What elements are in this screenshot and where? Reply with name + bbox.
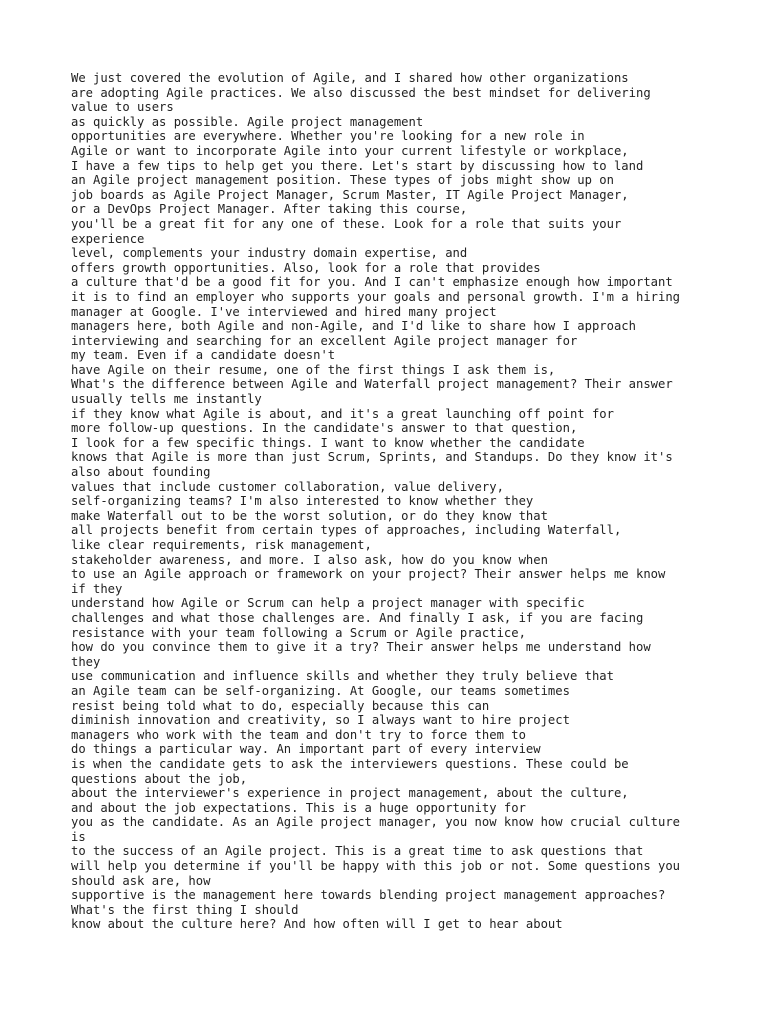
text-line: Agile or want to incorporate Agile into your current lifestyle or workplace, xyxy=(71,143,629,158)
text-line: you as the candidate. As an Agile project manager, you now know how crucial culture xyxy=(71,815,681,830)
text-line: knows that Agile is more than just Scrum, Sprints, and Standups. Do they know it's xyxy=(71,450,673,465)
text-line: have Agile on their resume, one of the first things I ask them is, xyxy=(71,362,556,377)
text-line: challenges and what those challenges are. And finally I ask, if you are facing xyxy=(71,610,644,625)
text-line: to use an Agile approach or framework on your project? Their answer helps me know xyxy=(71,567,666,582)
text-line: is xyxy=(71,829,86,844)
text-line: they xyxy=(71,654,101,669)
text-line: understand how Agile or Scrum can help a project manager with specific xyxy=(71,596,585,611)
text-line: are adopting Agile practices. We also discussed the best mindset for delivering xyxy=(71,85,651,100)
text-line: or a DevOps Project Manager. After taking this course, xyxy=(71,202,468,217)
text-line: an Agile project management position. These types of jobs might show up on xyxy=(71,173,614,188)
text-line: if they know what Agile is about, and it's a great launching off point for xyxy=(71,406,614,421)
text-line: about the interviewer's experience in project management, about the culture, xyxy=(71,786,629,801)
text-line: managers here, both Agile and non-Agile, and I'd like to share how I approach xyxy=(71,319,636,334)
text-line: questions about the job, xyxy=(71,771,248,786)
text-line: offers growth opportunities. Also, look for a role that provides xyxy=(71,260,541,275)
text-line: should ask are, how xyxy=(71,873,211,888)
text-line: What's the difference between Agile and Waterfall project management? Their answer xyxy=(71,377,673,392)
text-line: my team. Even if a candidate doesn't xyxy=(71,348,336,363)
document-body xyxy=(71,71,711,932)
text-line: supportive is the management here towards blending project management approaches? xyxy=(71,888,666,903)
text-line: diminish innovation and creativity, so I always want to hire project xyxy=(71,713,570,728)
text-line: managers who work with the team and don't try to force them to xyxy=(71,727,526,742)
text-line: I look for a few specific things. I want to know whether the candidate xyxy=(71,435,585,450)
text-line: I have a few tips to help get you there. Let's start by discussing how to land xyxy=(71,158,644,173)
text-line: opportunities are everywhere. Whether you're looking for a new role in xyxy=(71,129,585,144)
text-line: manager at Google. I've interviewed and hired many project xyxy=(71,304,497,319)
text-line: level, complements your industry domain expertise, and xyxy=(71,246,468,261)
text-line: do things a particular way. An important part of every interview xyxy=(71,742,541,757)
text-line: usually tells me instantly xyxy=(71,392,262,407)
text-line: make Waterfall out to be the worst solution, or do they know that xyxy=(71,508,548,523)
text-line: self-organizing teams? I'm also interested to know whether they xyxy=(71,494,534,509)
text-line: it is to find an employer who supports your goals and personal growth. I'm a hiring xyxy=(71,289,681,304)
text-line: a culture that'd be a good fit for you. And I can't emphasize enough how important xyxy=(71,275,673,290)
text-line: know about the culture here? And how often will I get to hear about xyxy=(71,917,563,932)
text-line: job boards as Agile Project Manager, Scrum Master, IT Agile Project Manager, xyxy=(71,187,629,202)
text-line: as quickly as possible. Agile project management xyxy=(71,114,424,129)
text-line: like clear requirements, risk management, xyxy=(71,538,372,552)
text-line: an Agile team can be self-organizing. At Google, our teams sometimes xyxy=(71,683,570,698)
text-line: resistance with your team following a Scrum or Agile practice, xyxy=(71,625,526,640)
text-line: What's the first thing I should xyxy=(71,902,299,917)
text-line: and about the job expectations. This is a huge opportunity for xyxy=(71,800,526,815)
text-line: use communication and influence skills and whether they truly believe that xyxy=(71,669,614,684)
text-line: how do you convince them to give it a try? Their answer helps me understand how xyxy=(71,640,651,655)
text-line: if they xyxy=(71,581,123,596)
text-line: to the success of an Agile project. This is a great time to ask questions that xyxy=(71,844,644,859)
text-line: all projects benefit from certain types of approaches, including Waterfall, xyxy=(71,523,622,538)
text-line: value to users xyxy=(71,100,174,115)
text-line: interviewing and searching for an excellent Agile project manager for xyxy=(71,333,578,348)
text-line: is when the candidate gets to ask the interviewers questions. These could be xyxy=(71,756,629,771)
text-line: you'll be a great fit for any one of these. Look for a role that suits your xyxy=(71,216,622,231)
text-line: values that include customer collaboration, value delivery, xyxy=(71,479,504,494)
text-line: also about founding xyxy=(71,465,211,480)
text-line: experience xyxy=(71,231,145,246)
text-line: stakeholder awareness, and more. I also ask, how do you know when xyxy=(71,552,548,567)
text-line: resist being told what to do, especially because this can xyxy=(71,698,490,713)
text-line: We just covered the evolution of Agile, and I shared how other organizations xyxy=(71,71,629,85)
text-line: more follow-up questions. In the candidate's answer to that question, xyxy=(71,421,578,436)
text-line: will help you determine if you'll be happy with this job or not. Some questions you xyxy=(71,859,681,874)
